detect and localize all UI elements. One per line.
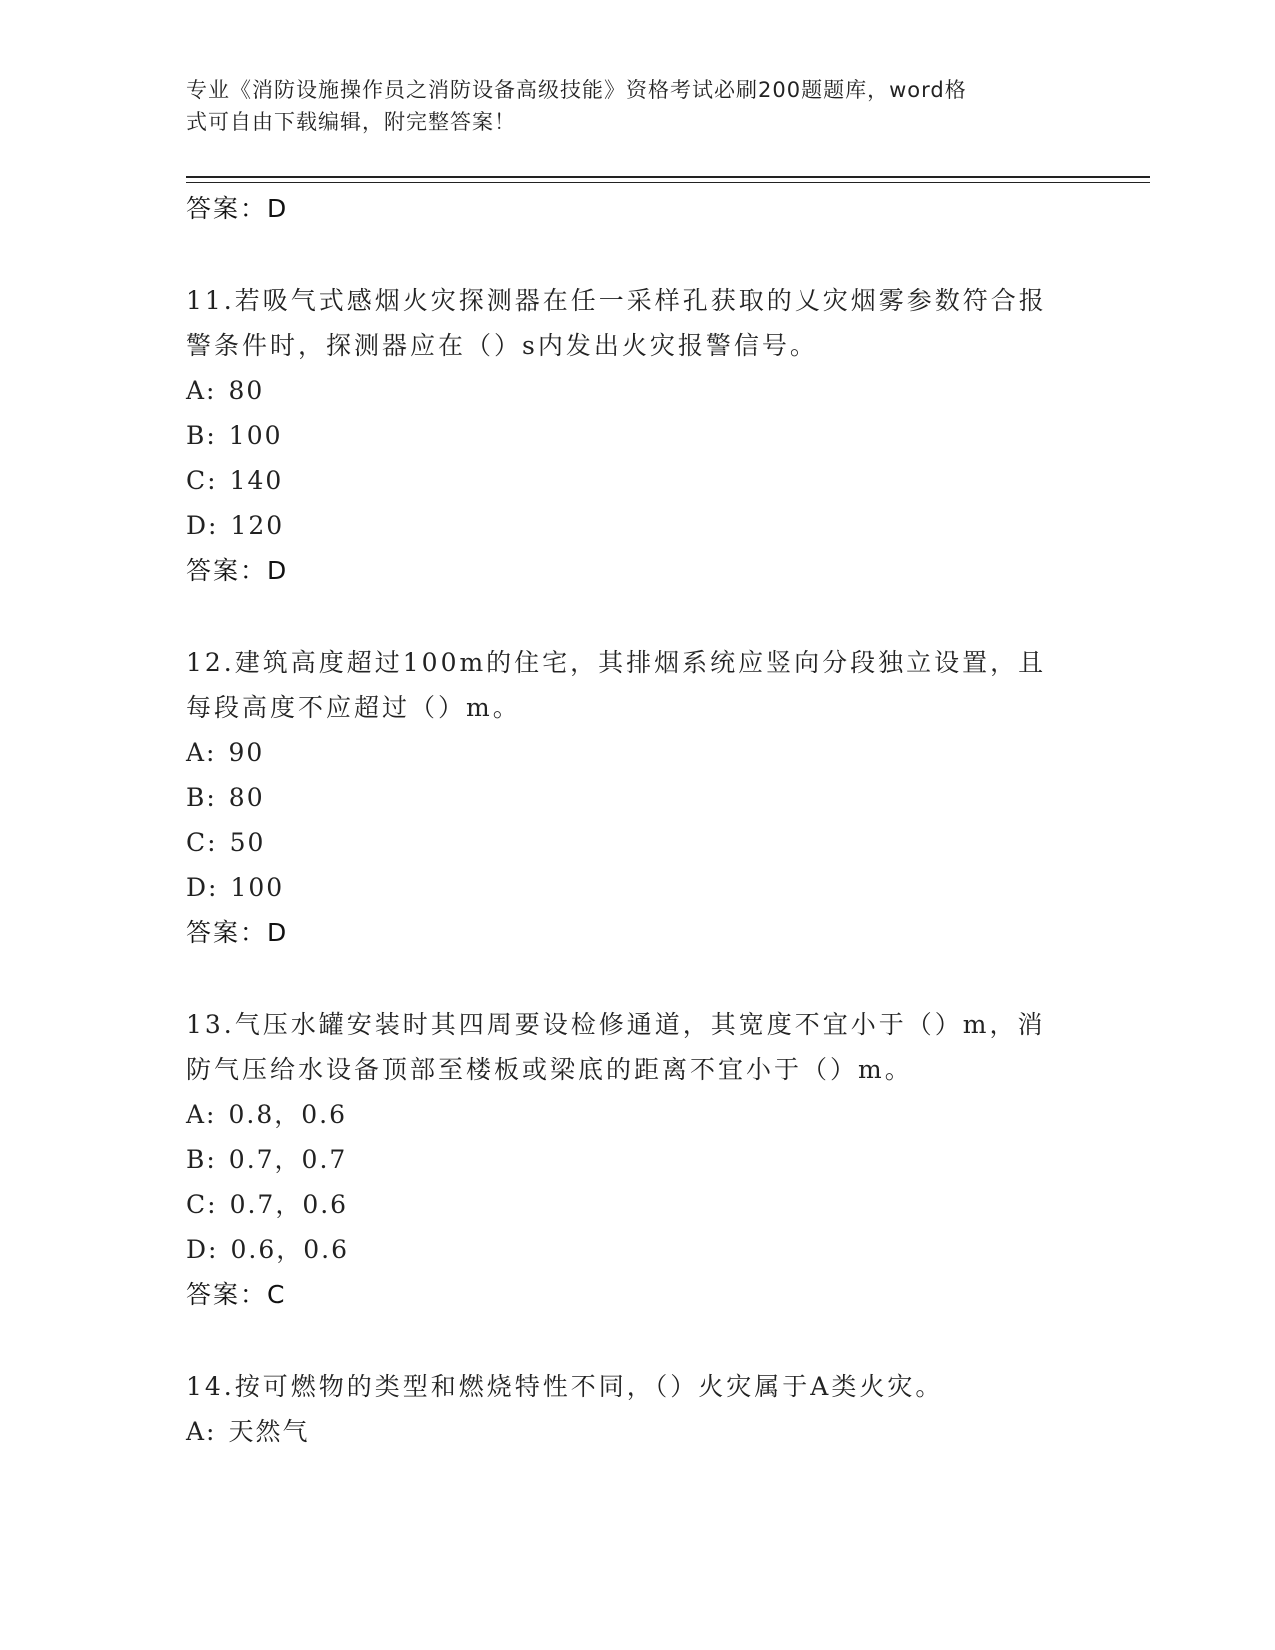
answer-value: C: [267, 1280, 285, 1309]
question-text-line-2: 警条件时，探测器应在（）s内发出火灾报警信号。: [186, 331, 818, 360]
option-c: [186, 458, 1086, 503]
question-12: [186, 640, 1086, 956]
question-11: [186, 278, 1086, 594]
answer: [186, 1272, 1086, 1318]
option-text: 120: [230, 511, 285, 540]
page-header: [186, 74, 1066, 138]
answer-value: D: [267, 556, 287, 585]
header-line-1: 专业《消防设施操作员之消防设备高级技能》资格考试必刷200题题库，word格: [186, 78, 967, 102]
option-letter: A:: [186, 1100, 217, 1129]
option-letter: B:: [186, 783, 217, 812]
option-letter: C:: [186, 1190, 218, 1219]
option-a: [186, 1409, 1086, 1454]
question-text-line-1: 13.气压水罐安装时其四周要设检修通道，其宽度不宜小于（）m，消: [186, 1010, 1046, 1039]
option-text: 100: [228, 421, 283, 450]
question-list: [186, 186, 1086, 1454]
question-text: [186, 640, 1086, 730]
option-letter: C:: [186, 828, 218, 857]
option-text: 80: [228, 376, 265, 405]
question-text: [186, 278, 1086, 368]
option-letter: A:: [186, 376, 217, 405]
spacer: [186, 232, 1086, 278]
option-text: 100: [230, 873, 285, 902]
option-text: 0.6，0.6: [230, 1235, 349, 1264]
header-divider-thin: [186, 182, 1150, 183]
option-text: 50: [229, 828, 266, 857]
option-letter: D:: [186, 1235, 219, 1264]
answer-prev: [186, 186, 1086, 232]
option-c: [186, 1182, 1086, 1227]
option-a: [186, 1092, 1086, 1137]
option-text: 140: [229, 466, 284, 495]
option-text: 90: [228, 738, 265, 767]
option-letter: A:: [186, 1417, 217, 1446]
answer-label: 答案：: [186, 918, 268, 947]
option-text: 天然气: [228, 1417, 310, 1446]
answer-label: 答案：: [186, 556, 268, 585]
option-d: [186, 503, 1086, 548]
question-text-line-1: 14.按可燃物的类型和燃烧特性不同，（）火灾属于A类火灾。: [186, 1372, 944, 1401]
question-13: [186, 1002, 1086, 1318]
question-text: [186, 1364, 1086, 1409]
option-d: [186, 865, 1086, 910]
option-letter: D:: [186, 873, 219, 902]
question-14: [186, 1364, 1086, 1454]
question-text-line-2: 每段高度不应超过（）m。: [186, 693, 521, 722]
spacer: [186, 1318, 1086, 1364]
question-text: [186, 1002, 1086, 1092]
spacer: [186, 594, 1086, 640]
answer: [186, 548, 1086, 594]
option-b: [186, 775, 1086, 820]
question-text-line-1: 12.建筑高度超过100m的住宅，其排烟系统应竖向分段独立设置，且: [186, 648, 1047, 677]
question-text-line-1: 11.若吸气式感烟火灾探测器在任一采样孔获取的乂灾烟雾参数符合报: [186, 286, 1047, 315]
option-a: [186, 730, 1086, 775]
option-letter: A:: [186, 738, 217, 767]
answer-value: D: [267, 194, 287, 223]
option-letter: C:: [186, 466, 218, 495]
header-divider-thick: [186, 176, 1150, 178]
answer-label: 答案：: [186, 194, 268, 223]
option-letter: B:: [186, 1145, 217, 1174]
question-text-line-2: 防气压给水设备顶部至楼板或梁底的距离不宜小于（）m。: [186, 1055, 913, 1084]
answer-value: D: [267, 918, 287, 947]
header-line-2: 式可自由下载编辑，附完整答案！: [186, 110, 516, 134]
option-letter: B:: [186, 421, 217, 450]
option-text: 0.8，0.6: [228, 1100, 348, 1129]
option-c: [186, 820, 1086, 865]
option-a: [186, 368, 1086, 413]
option-letter: D:: [186, 511, 219, 540]
answer: [186, 910, 1086, 956]
spacer: [186, 956, 1086, 1002]
option-text: 80: [228, 783, 265, 812]
option-text: 0.7，0.7: [228, 1145, 348, 1174]
answer-label: 答案：: [186, 1280, 268, 1309]
option-b: [186, 1137, 1086, 1182]
option-d: [186, 1227, 1086, 1272]
option-b: [186, 413, 1086, 458]
option-text: 0.7，0.6: [229, 1190, 349, 1219]
